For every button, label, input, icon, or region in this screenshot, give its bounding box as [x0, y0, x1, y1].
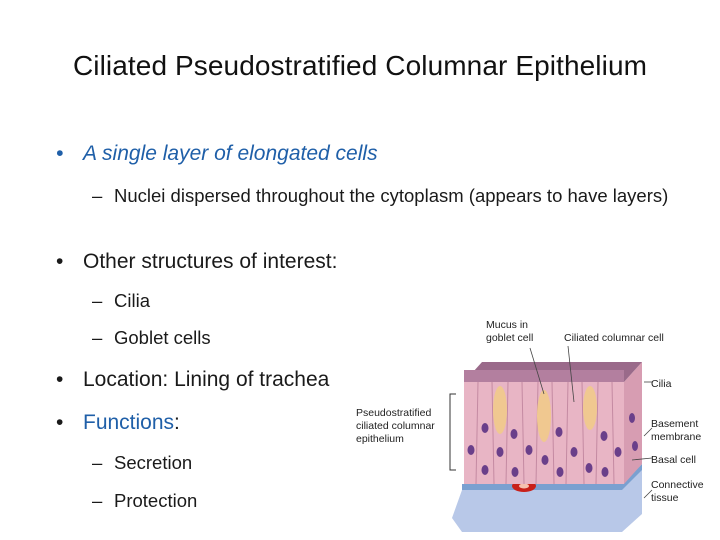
epithelium-diagram — [352, 318, 720, 540]
label-connective-2: tissue — [651, 492, 679, 504]
sub-bullet-2-2-text: Goblet cells — [114, 327, 211, 348]
bullet-glyph: • — [56, 411, 64, 434]
blood-vessel-lumen — [519, 484, 529, 489]
dash-glyph: – — [92, 185, 103, 206]
label-connective-1: Connective — [651, 479, 704, 491]
label-pseudo-1: Pseudostratified — [356, 407, 432, 419]
slide-title: Ciliated Pseudostratified Columnar Epithelium — [72, 50, 648, 81]
epithelium-bracket — [450, 394, 456, 470]
goblet-cell — [583, 386, 597, 430]
bullet-1-text: A single layer of elongated cells — [83, 142, 378, 165]
label-basement-1: Basement — [651, 418, 699, 430]
bullet-glyph: • — [56, 250, 64, 273]
bullet-4 — [56, 411, 256, 435]
dash-glyph: – — [92, 452, 103, 473]
label-basal-cell: Basal cell — [651, 454, 696, 466]
goblet-cell — [493, 386, 507, 434]
sub-bullet-2-1 — [92, 289, 150, 312]
bullet-4-text: Functions — [83, 411, 175, 434]
dash-glyph: – — [92, 490, 103, 511]
label-cilia: Cilia — [651, 378, 672, 390]
bullet-2 — [56, 250, 476, 274]
sub-bullet-4-1-text: Secretion — [114, 452, 193, 473]
sub-bullet-2-1-text: Cilia — [114, 290, 150, 311]
sub-bullet-4-2-text: Protection — [114, 490, 198, 511]
bullet-4-suffix: : — [174, 411, 180, 434]
sub-bullet-1-1-text: Nuclei dispersed throughout the cytoplasm (appears to have layers) — [114, 185, 669, 206]
bullet-3-text: Location: Lining of trachea — [83, 368, 330, 391]
sub-bullet-1-1 — [92, 184, 672, 207]
bullet-1 — [56, 142, 476, 166]
label-mucus-1: Mucus in — [486, 319, 529, 331]
cell-layer-side — [624, 362, 642, 484]
sub-bullet-4-2 — [92, 489, 197, 512]
label-pseudo-2: ciliated columnar — [356, 420, 435, 432]
cilia-fringe — [464, 370, 624, 382]
bullet-glyph: • — [56, 368, 64, 391]
goblet-cell — [537, 390, 551, 442]
dash-glyph: – — [92, 327, 103, 348]
sub-bullet-2-2 — [92, 326, 211, 349]
bullet-2-text: Other structures of interest: — [83, 250, 338, 273]
sub-bullet-4-1 — [92, 451, 192, 474]
label-mucus-2: goblet cell — [486, 332, 534, 344]
label-basement-2: membrane — [651, 431, 702, 443]
bullet-glyph: • — [56, 142, 64, 165]
dash-glyph: – — [92, 290, 103, 311]
label-ciliated-cell: Ciliated columnar cell — [564, 332, 664, 344]
label-pseudo-3: epithelium — [356, 433, 404, 445]
